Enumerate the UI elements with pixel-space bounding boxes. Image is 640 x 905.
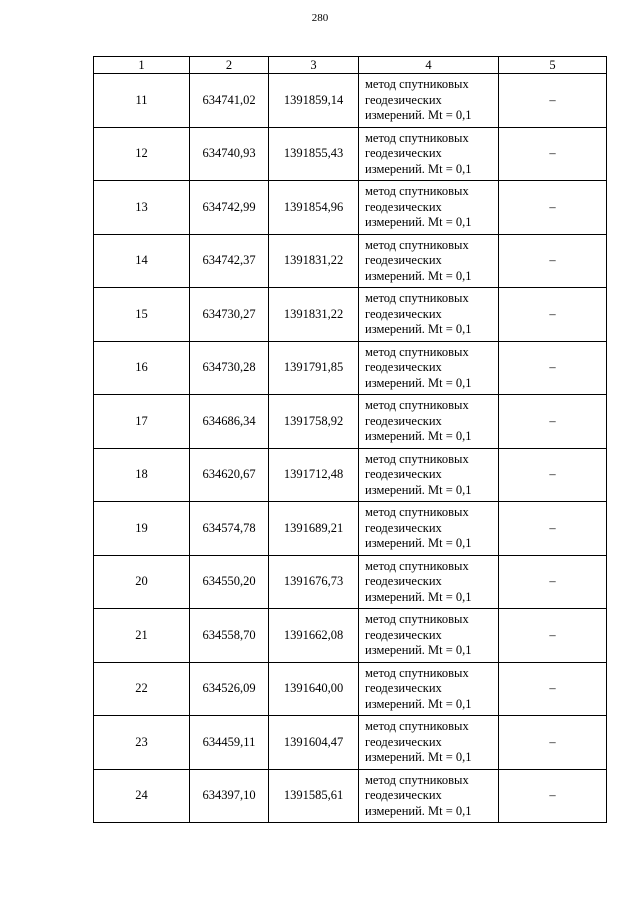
table-row xyxy=(94,448,607,502)
x-coordinate-cell: 634574,78 xyxy=(190,502,269,556)
method-line: метод спутниковых xyxy=(365,451,469,466)
method-line: измерений. Mt = 0,1 xyxy=(365,108,472,122)
x-coordinate-cell: 634740,93 xyxy=(190,127,269,181)
note-cell: – xyxy=(499,341,607,395)
method-cell xyxy=(359,716,499,770)
table-row xyxy=(94,341,607,395)
table-row xyxy=(94,127,607,181)
note-cell: – xyxy=(499,555,607,609)
header-cell: 3 xyxy=(269,57,359,74)
point-number-cell: 17 xyxy=(94,395,190,449)
method-line: геодезических xyxy=(365,413,442,428)
x-coordinate-cell: 634742,99 xyxy=(190,181,269,235)
point-number-cell: 14 xyxy=(94,234,190,288)
y-coordinate-cell: 1391662,08 xyxy=(269,609,359,663)
method-line: метод спутниковых xyxy=(365,130,469,145)
x-coordinate-cell: 634742,37 xyxy=(190,234,269,288)
point-number-cell: 12 xyxy=(94,127,190,181)
method-line: метод спутниковых xyxy=(365,77,469,91)
point-number-cell: 19 xyxy=(94,502,190,556)
method-line: метод спутниковых xyxy=(365,344,469,359)
method-cell xyxy=(359,234,499,288)
point-number-cell: 24 xyxy=(94,769,190,823)
method-line: геодезических xyxy=(365,574,442,588)
header-cell: 1 xyxy=(94,57,190,74)
method-line: геодезических xyxy=(365,146,442,160)
table-row xyxy=(94,502,607,556)
y-coordinate-cell: 1391831,22 xyxy=(269,288,359,342)
note-cell: – xyxy=(499,502,607,556)
method-cell xyxy=(359,288,499,342)
x-coordinate-cell: 634558,70 xyxy=(190,609,269,663)
y-coordinate-cell: 1391854,96 xyxy=(269,181,359,235)
note-cell: – xyxy=(499,234,607,288)
note-cell: – xyxy=(499,662,607,716)
method-line: метод спутниковых xyxy=(365,719,469,733)
method-line: геодезических xyxy=(365,788,442,802)
method-line: метод спутниковых xyxy=(365,665,469,680)
y-coordinate-cell: 1391791,85 xyxy=(269,341,359,395)
x-coordinate-cell: 634459,11 xyxy=(190,716,269,770)
method-line: измерений. Mt = 0,1 xyxy=(365,215,472,229)
method-cell xyxy=(359,341,499,395)
note-cell: – xyxy=(499,609,607,663)
header-cell: 2 xyxy=(190,57,269,74)
table-row xyxy=(94,555,607,609)
point-number-cell: 11 xyxy=(94,74,190,128)
point-number-cell: 16 xyxy=(94,341,190,395)
header-cell: 5 xyxy=(499,57,607,74)
method-line: метод спутниковых xyxy=(365,612,469,626)
y-coordinate-cell: 1391855,43 xyxy=(269,127,359,181)
y-coordinate-cell: 1391831,22 xyxy=(269,234,359,288)
method-cell xyxy=(359,448,499,502)
method-cell xyxy=(359,181,499,235)
note-cell: – xyxy=(499,181,607,235)
x-coordinate-cell: 634526,09 xyxy=(190,662,269,716)
note-cell: – xyxy=(499,288,607,342)
point-number-cell: 20 xyxy=(94,555,190,609)
method-line: метод спутниковых xyxy=(365,772,469,787)
x-coordinate-cell: 634730,28 xyxy=(190,341,269,395)
x-coordinate-cell: 634397,10 xyxy=(190,769,269,823)
note-cell: – xyxy=(499,769,607,823)
method-line: геодезических xyxy=(365,253,442,267)
method-line: измерений. Mt = 0,1 xyxy=(365,696,472,711)
method-line: метод спутниковых xyxy=(365,291,469,305)
x-coordinate-cell: 634620,67 xyxy=(190,448,269,502)
method-line: геодезических xyxy=(365,681,442,695)
table-row xyxy=(94,769,607,823)
method-line: измерений. Mt = 0,1 xyxy=(365,803,472,818)
method-line: геодезических xyxy=(365,520,442,535)
method-cell xyxy=(359,74,499,128)
method-line: измерений. Mt = 0,1 xyxy=(365,429,472,443)
point-number-cell: 13 xyxy=(94,181,190,235)
header-row xyxy=(94,57,607,74)
header-cell: 4 xyxy=(359,57,499,74)
point-number-cell: 22 xyxy=(94,662,190,716)
method-line: геодезических xyxy=(365,92,442,107)
method-cell xyxy=(359,555,499,609)
method-line: измерений. Mt = 0,1 xyxy=(365,536,472,550)
point-number-cell: 18 xyxy=(94,448,190,502)
note-cell: – xyxy=(499,448,607,502)
method-cell xyxy=(359,769,499,823)
method-cell xyxy=(359,127,499,181)
y-coordinate-cell: 1391676,73 xyxy=(269,555,359,609)
method-cell xyxy=(359,662,499,716)
method-line: измерений. Mt = 0,1 xyxy=(365,161,472,176)
note-cell: – xyxy=(499,716,607,770)
table-row xyxy=(94,181,607,235)
y-coordinate-cell: 1391604,47 xyxy=(269,716,359,770)
method-line: метод спутниковых xyxy=(365,237,469,252)
table-row xyxy=(94,609,607,663)
table-row xyxy=(94,288,607,342)
y-coordinate-cell: 1391859,14 xyxy=(269,74,359,128)
method-cell xyxy=(359,609,499,663)
method-line: метод спутниковых xyxy=(365,398,469,412)
method-line: метод спутниковых xyxy=(365,558,469,573)
method-line: метод спутниковых xyxy=(365,184,469,198)
method-line: геодезических xyxy=(365,199,442,214)
y-coordinate-cell: 1391585,61 xyxy=(269,769,359,823)
table-row xyxy=(94,662,607,716)
x-coordinate-cell: 634686,34 xyxy=(190,395,269,449)
note-cell: – xyxy=(499,127,607,181)
y-coordinate-cell: 1391758,92 xyxy=(269,395,359,449)
table-row xyxy=(94,395,607,449)
x-coordinate-cell: 634550,20 xyxy=(190,555,269,609)
method-line: измерений. Mt = 0,1 xyxy=(365,375,472,390)
table-row xyxy=(94,74,607,128)
y-coordinate-cell: 1391689,21 xyxy=(269,502,359,556)
method-line: геодезических xyxy=(365,306,442,321)
method-line: измерений. Mt = 0,1 xyxy=(365,643,472,657)
x-coordinate-cell: 634741,02 xyxy=(190,74,269,128)
method-line: измерений. Mt = 0,1 xyxy=(365,750,472,764)
y-coordinate-cell: 1391712,48 xyxy=(269,448,359,502)
method-line: геодезических xyxy=(365,467,442,481)
page-number: 280 xyxy=(311,12,329,24)
coordinates-table xyxy=(93,56,607,823)
method-line: измерений. Mt = 0,1 xyxy=(365,589,472,604)
method-line: геодезических xyxy=(365,627,442,642)
table-row xyxy=(94,234,607,288)
method-cell xyxy=(359,395,499,449)
point-number-cell: 15 xyxy=(94,288,190,342)
note-cell: – xyxy=(499,395,607,449)
method-line: измерений. Mt = 0,1 xyxy=(365,268,472,283)
method-line: геодезических xyxy=(365,360,442,374)
note-cell: – xyxy=(499,74,607,128)
point-number-cell: 23 xyxy=(94,716,190,770)
y-coordinate-cell: 1391640,00 xyxy=(269,662,359,716)
table-row xyxy=(94,716,607,770)
method-line: измерений. Mt = 0,1 xyxy=(365,322,472,336)
method-line: геодезических xyxy=(365,734,442,749)
method-line: метод спутниковых xyxy=(365,505,469,519)
method-line: измерений. Mt = 0,1 xyxy=(365,482,472,497)
point-number-cell: 21 xyxy=(94,609,190,663)
method-cell xyxy=(359,502,499,556)
x-coordinate-cell: 634730,27 xyxy=(190,288,269,342)
